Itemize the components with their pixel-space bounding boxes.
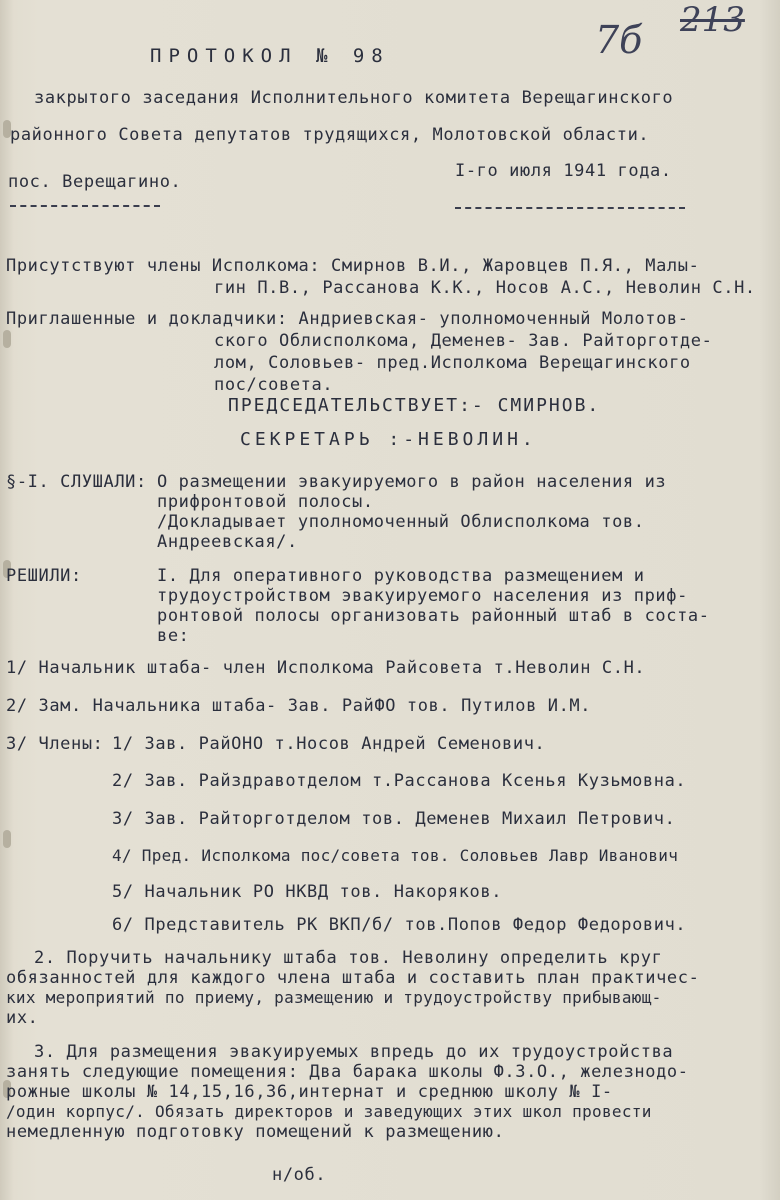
members-label: 3/ Члены: [6,734,104,754]
divider [455,207,685,209]
member-item: 5/ Начальник РО НКВД тов. Накоряков. [112,882,503,902]
decision-line: трудоустройством эвакуируемого населения из приф- [157,586,688,606]
continuation-mark: н/об. [272,1165,327,1185]
heard-label: §-I. СЛУШАЛИ: [6,472,147,492]
member-item: 3/ Зав. Райторготделом тов. Деменев Михаил Петрович. [112,809,676,829]
chair: ПРЕДСЕДАТЕЛЬСТВУЕТ:- СМИРНОВ. [228,395,601,416]
invited-line: ского Облисполкома, Деменев- Зав. Райторготде- [214,331,713,351]
point3-line: /один корпус/. Обязать директоров и заведующих этих школ провести [6,1102,652,1121]
decided-label: РЕШИЛИ: [6,566,82,586]
decision-line: ве: [157,626,190,646]
subtitle-line: районного Совета депутатов трудящихся, Молотовской области. [10,125,650,145]
invited-line: пос/совета. [214,375,334,395]
date: I-го июля 1941 года. [455,161,672,181]
handwritten-page-number: 7б [595,18,643,62]
handwritten-sheet-number: 213 [680,0,745,40]
present-line: гин П.В., Рассанова К.К., Носов А.С., Неволин С.Н. [214,278,756,298]
heard-line: Андреевская/. [157,532,298,552]
staff-deputy: 2/ Зам. Начальника штаба- Зав. РайФО тов. Путилов И.М. [6,696,592,716]
present-line: Присутствуют члены Исполкома: Смирнов В.И., Жаровцев П.Я., Малы- [6,256,700,276]
place: пос. Верещагино. [8,172,182,192]
heard-line: прифронтовой полосы. [157,492,374,512]
point3-line: немедленную подготовку помещений к размещению. [6,1122,505,1142]
heard-line: /Докладывает уполномоченный Облисполкома тов. [157,512,645,532]
binding-hole [3,330,11,348]
point3-line: занять следующие помещения: Два барака школы Ф.З.О., железнодо- [6,1062,689,1082]
subtitle-line: закрытого заседания Исполнительного комитета Верещагинского [34,88,674,108]
staff-head: 1/ Начальник штаба- член Исполкома Райсовета т.Неволин С.Н. [6,658,646,678]
point2-line: их. [6,1008,39,1028]
divider [10,205,160,207]
member-item: 4/ Пред. Исполкома пос/совета тов. Соловьев Лавр Иванович [112,846,679,865]
heard-line: О размещении эвакуируемого в район населения из [157,472,667,492]
point2-line: обязанностей для каждого члена штаба и составить план практичес- [6,968,700,988]
document-title: ПРОТОКОЛ № 98 [150,45,390,67]
secretary: СЕКРЕТАРЬ :-НЕВОЛИН. [240,429,537,450]
point2-line: ких мероприятий по приему, размещению и трудоустройству прибывающ- [6,988,662,1007]
binding-hole [3,830,11,848]
point2-line: 2. Поручить начальнику штаба тов. Неволину определить круг [34,948,663,968]
member-item: 1/ Зав. РайОНО т.Носов Андрей Семенович. [112,734,546,754]
point3-line: рожные школы № 14,15,16,36,интернат и среднюю школу № I- [6,1082,613,1102]
decision-line: I. Для оперативного руководства размещением и [157,566,645,586]
point3-line: 3. Для размещения эвакуируемых впредь до их трудоустройства [34,1042,674,1062]
member-item: 2/ Зав. Райздравотделом т.Рассанова Ксенья Кузьмовна. [112,771,687,791]
invited-line: лом, Соловьев- пред.Исполкома Верещагинского [214,353,691,373]
decision-line: ронтовой полосы организовать районный штаб в соста- [157,606,710,626]
member-item: 6/ Представитель РК ВКП/б/ тов.Попов Федор Федорович. [112,915,687,935]
invited-line: Приглашенные и докладчики: Андриевская- уполномоченный Молотов- [6,309,689,329]
